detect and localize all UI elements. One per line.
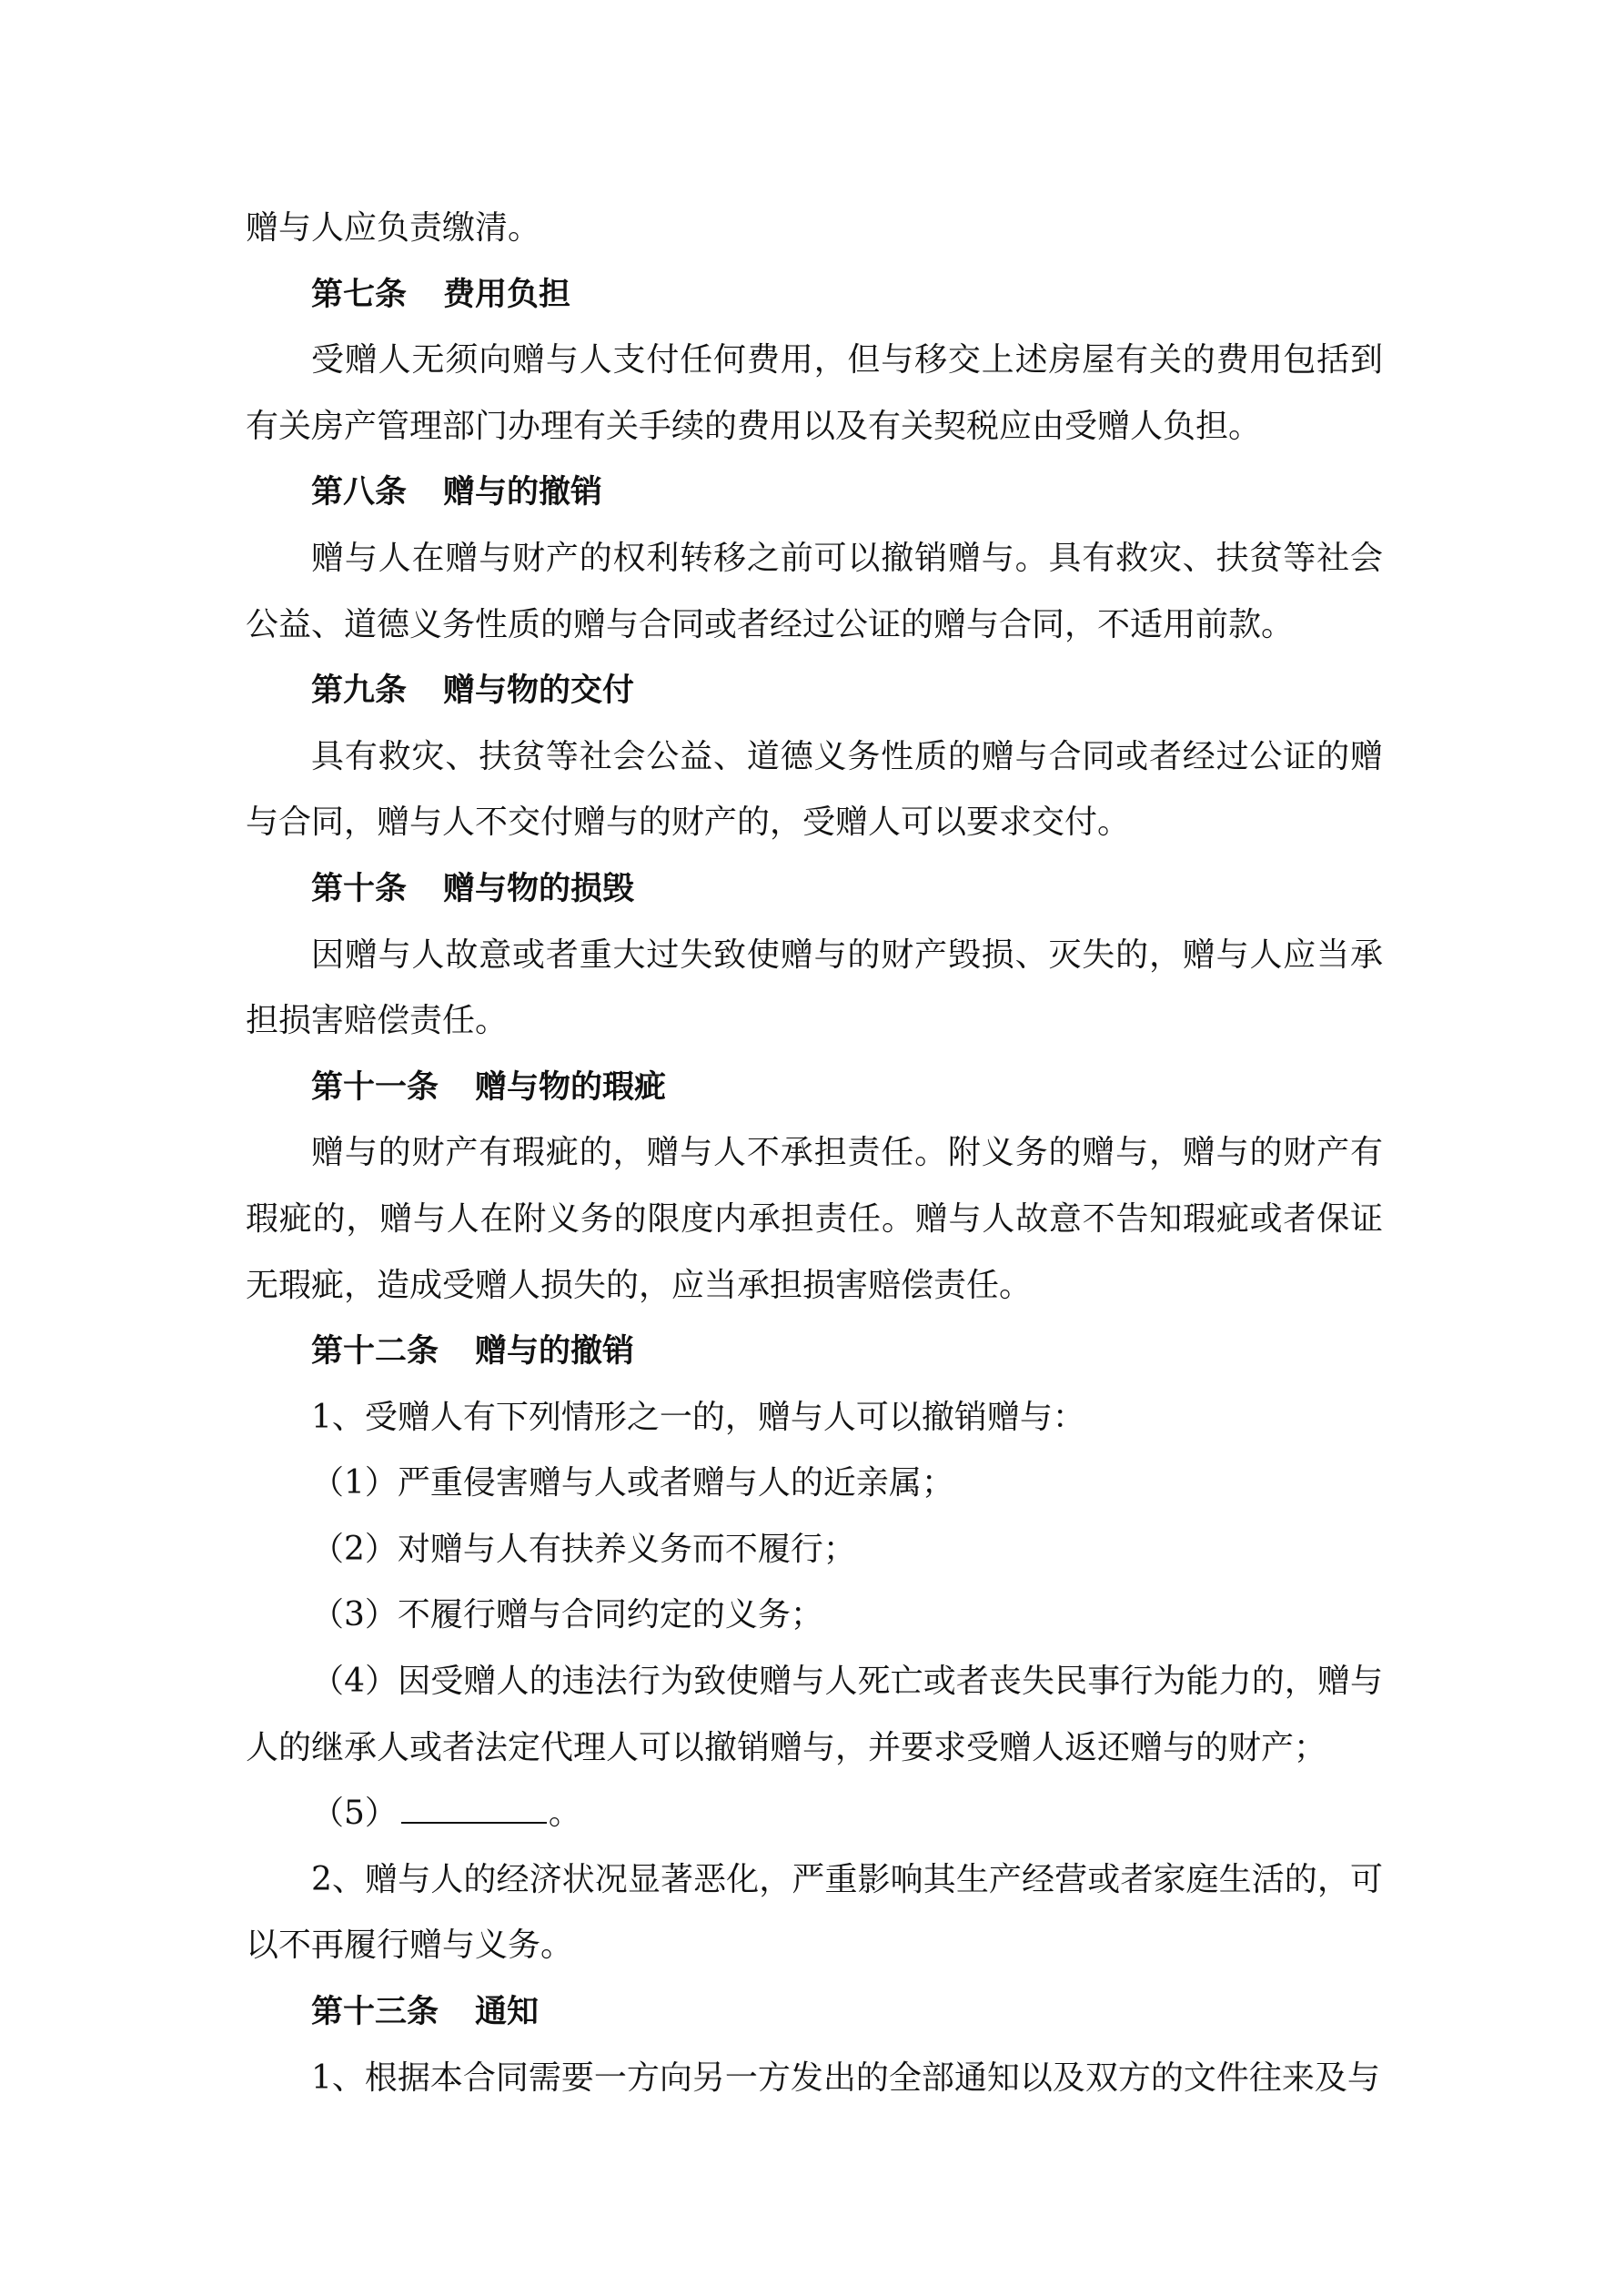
- list-item-blank: [246, 1781, 1383, 1847]
- section-number: 第七条: [311, 276, 408, 313]
- list-item: （4）因受赠人的违法行为致使赠与人死亡或者丧失民事行为能力的，赠与人的继承人或者法定代理人可以撤销赠与，并要求受赠人返还赠与的财产；: [246, 1663, 1383, 1766]
- section-title: 通知: [475, 1994, 540, 2031]
- section-title: 赠与物的交付: [443, 673, 635, 710]
- paragraph: 赠与的财产有瑕疵的，赠与人不承担责任。附义务的赠与，赠与的财产有瑕疵的，赠与人在附义务的限度内承担责任。赠与人故意不告知瑕疵或者保证无瑕疵，造成受赠人损失的，应当承担损害赔偿责任。: [246, 1134, 1383, 1304]
- paragraph: 赠与人应负责缴清。: [246, 209, 541, 247]
- section-title: 赠与的撤销: [475, 1333, 635, 1371]
- list-item: （3）不履行赠与合同约定的义务；: [311, 1596, 823, 1634]
- section-heading-11: [246, 1055, 1383, 1121]
- section-title: 费用负担: [443, 276, 571, 313]
- list-item-suffix: 。: [548, 1795, 581, 1833]
- list-item: （1）严重侵害赠与人或者赠与人的近亲属；: [311, 1464, 954, 1502]
- section-title: 赠与物的损毁: [443, 870, 635, 907]
- section-title: 赠与的撤销: [443, 474, 603, 511]
- paragraph: 1、根据本合同需要一方向另一方发出的全部通知以及双方的文件往来及与: [311, 2058, 1380, 2097]
- section-number: 第九条: [311, 673, 408, 710]
- document-body: [246, 196, 1383, 2111]
- section-number: 第十二条: [311, 1333, 439, 1371]
- section-heading-7: [246, 262, 1383, 329]
- fill-in-blank[interactable]: [401, 1795, 547, 1824]
- section-number: 第十三条: [311, 1994, 439, 2031]
- list-item-prefix: （5）: [311, 1795, 398, 1833]
- section-heading-12: [246, 1319, 1383, 1385]
- paragraph: 1、受赠人有下列情形之一的，赠与人可以撤销赠与：: [311, 1398, 1085, 1436]
- section-number: 第十条: [311, 870, 408, 907]
- paragraph: 因赠与人故意或者重大过失致使赠与的财产毁损、灭失的，赠与人应当承担损害赔偿责任。: [246, 936, 1383, 1040]
- section-title: 赠与物的瑕疵: [475, 1068, 667, 1106]
- section-heading-9: [246, 658, 1383, 724]
- section-number: 第八条: [311, 474, 408, 511]
- section-heading-8: [246, 460, 1383, 526]
- section-heading-13: [246, 1979, 1383, 2046]
- paragraph: 具有救灾、扶贫等社会公益、道德义务性质的赠与合同或者经过公证的赠与合同，赠与人不交付赠与的财产的，受赠人可以要求交付。: [246, 737, 1383, 842]
- paragraph: 2、赠与人的经济状况显著恶化，严重影响其生产经营或者家庭生活的，可以不再履行赠与义务。: [246, 1860, 1383, 1965]
- paragraph: 赠与人在赠与财产的权利转移之前可以撤销赠与。具有救灾、扶贫等社会公益、道德义务性质的赠与合同或者经过公证的赠与合同，不适用前款。: [246, 539, 1383, 643]
- section-number: 第十一条: [311, 1068, 439, 1106]
- section-heading-10: [246, 856, 1383, 923]
- paragraph: 受赠人无须向赠与人支付任何费用，但与移交上述房屋有关的费用包括到有关房产管理部门办理有关手续的费用以及有关契税应由受赠人负担。: [246, 341, 1383, 445]
- list-item: （2）对赠与人有扶养义务而不履行；: [311, 1530, 856, 1568]
